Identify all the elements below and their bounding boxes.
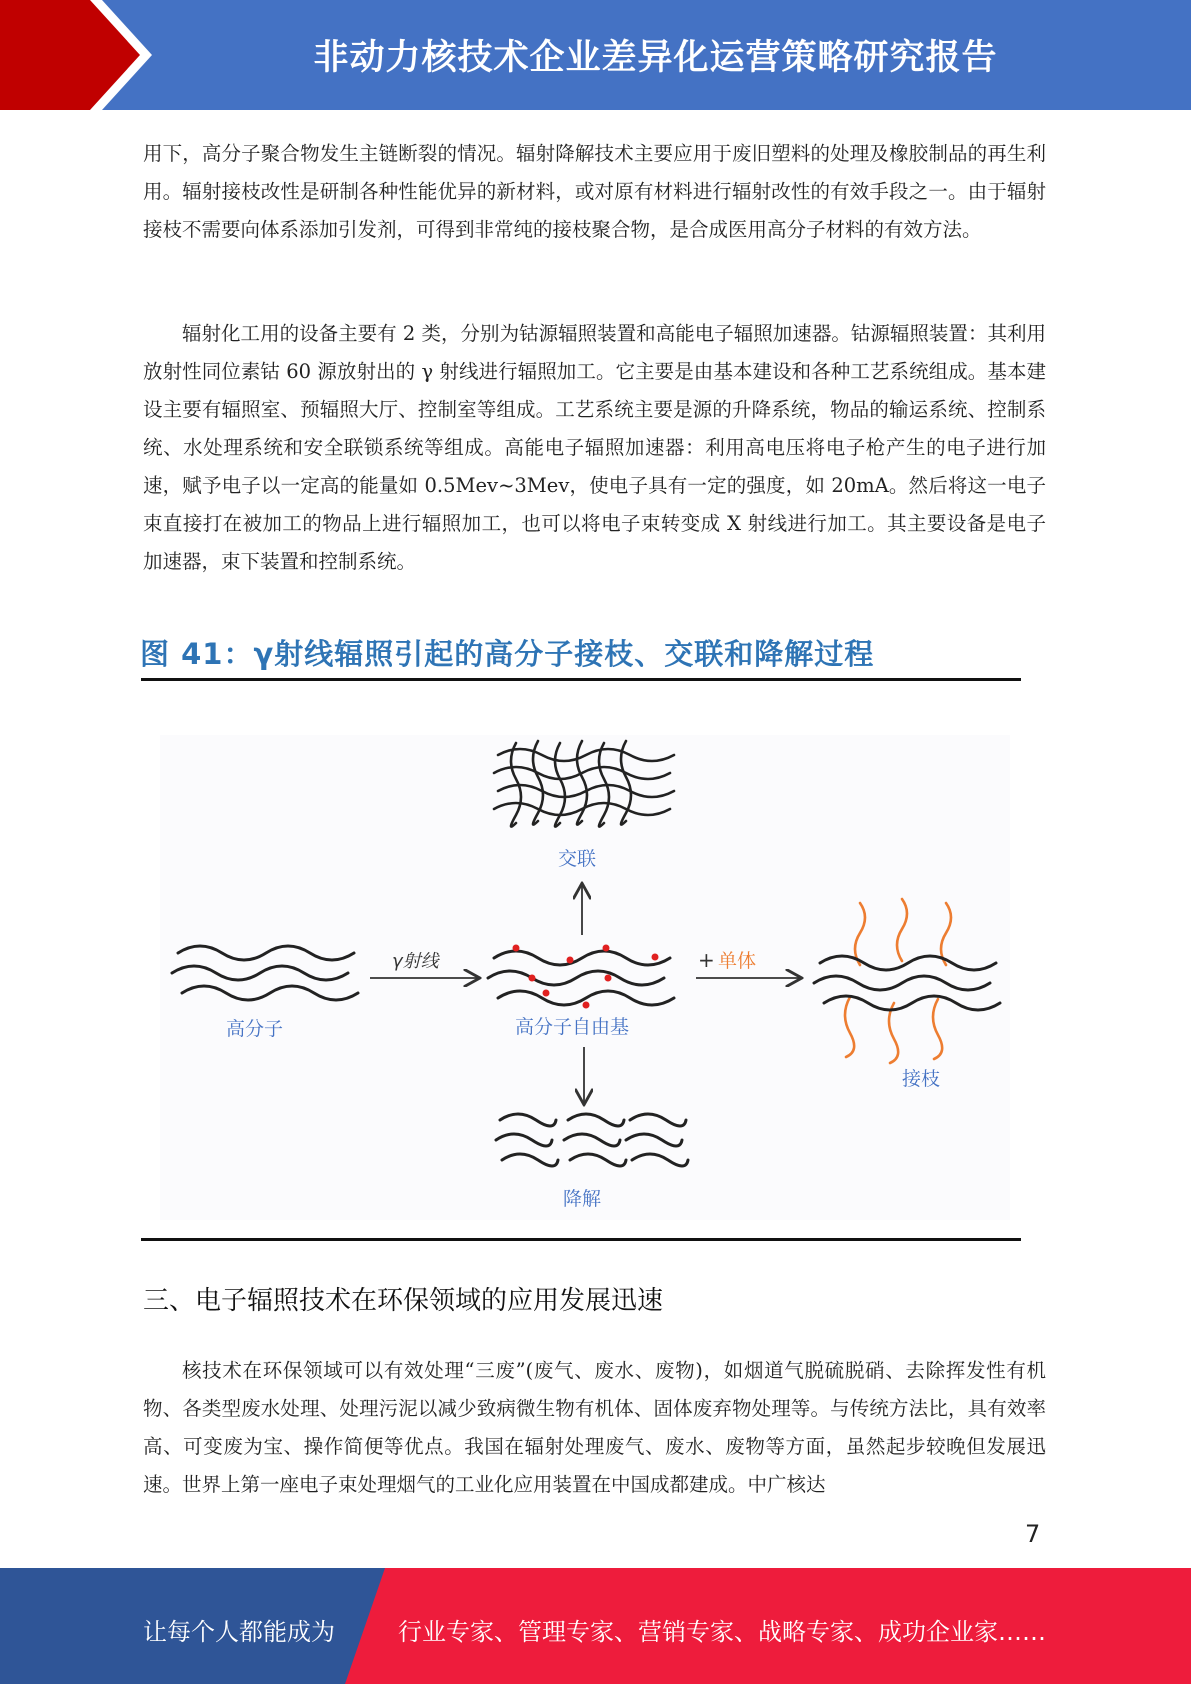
page-header — [0, 0, 1191, 110]
footer-slogan-left: 让每个人都能成为 — [143, 1618, 335, 1646]
paragraph-1: 用下，高分子聚合物发生主链断裂的情况。辐射降解技术主要应用于废旧塑料的处理及橡胶制品的再生利用。辐射接枝改性是研制各种性能优异的新材料，或对原有材料进行辐射改性的有效手段之一。由于辐射接枝不需要向体系添加引发剂，可得到非常纯的接枝聚合物，是合成医用高分子材料的有效方法。 — [143, 142, 1046, 241]
paragraph-2: 辐射化工用的设备主要有 2 类，分别为钴源辐照装置和高能电子辐照加速器。钴源辐照装置：其利用放射性同位素钴 60 源放射出的 γ 射线进行辐照加工。它主要是由基本建设和各种工艺系统组成。基本建设主要有辐照室、预辐照大厅、控制室等组成。工艺系统主要是源的升降系统，物品的输运系统、控制系统、水处理系统和安全联锁系统等组成。高能电子辐照加速器：利用高电压将电子枪产生的电子进行加速，赋予电子以一定高的能量如 0.5Mev~3Mev，使电子具有一定的强度，如 20mA。然后将这一电子束直接打在被加工的物品上进行辐照加工，也可以将电子束转变成 X 射线进行加工。其主要设备是电子加速器，束下装置和控制系统。 — [143, 322, 1046, 573]
body-section-1 — [143, 135, 1046, 249]
paragraph-3: 核技术在环保领域可以有效处理“三废”(废气、废水、废物)，如烟道气脱硫脱硝、去除挥发性有机物、各类型废水处理、处理污泥以减少致病微生物有机体、固体废弃物处理等。与传统方法比，具有效率高、可变废为宝、操作简便等优点。我国在辐射处理废气、废水、废物等方面，虽然起步较晚但发展迅速。世界上第一座电子束处理烟气的工业化应用装置在中国成都建成。中广核达 — [143, 1359, 1046, 1496]
figure-title: 图 41：γ射线辐照引起的高分子接枝、交联和降解过程 — [140, 637, 875, 671]
label-monomer: 单体 — [718, 950, 757, 972]
section-heading: 三、电子辐照技术在环保领域的应用发展迅速 — [143, 1286, 664, 1316]
figure-top-rule — [141, 678, 1021, 681]
label-gamma: γ射线 — [392, 951, 439, 972]
label-degrade: 降解 — [563, 1188, 602, 1210]
header-arrow-decoration — [0, 0, 170, 110]
label-radical: 高分子自由基 — [515, 1016, 630, 1038]
label-crosslink: 交联 — [558, 848, 597, 870]
footer-slogan-right: 行业专家、管理专家、营销专家、战略专家、成功企业家…… — [398, 1618, 1046, 1646]
label-polymer: 高分子 — [226, 1018, 284, 1040]
body-section-2 — [143, 315, 1046, 581]
page-footer — [0, 1568, 1191, 1684]
label-monomer-plus: + — [698, 948, 715, 972]
figure-diagram — [160, 735, 1010, 1220]
body-section-3 — [143, 1352, 1046, 1504]
header-title: 非动力核技术企业差异化运营策略研究报告 — [313, 38, 998, 78]
label-graft: 接枝 — [902, 1068, 941, 1090]
figure-bottom-rule — [141, 1238, 1021, 1241]
page-number: 7 — [1025, 1520, 1041, 1548]
